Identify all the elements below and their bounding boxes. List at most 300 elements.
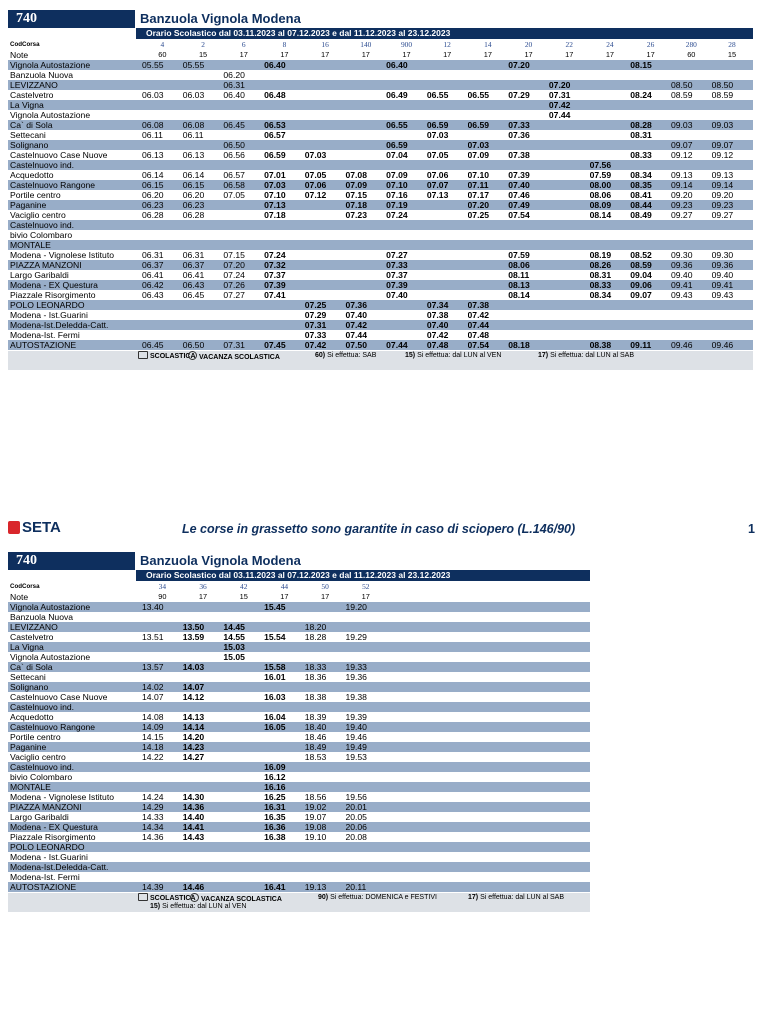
legend-text: Si effettua: dal LUN al SAB (550, 352, 634, 359)
departure-time (671, 110, 712, 120)
departure-time (223, 772, 264, 782)
timetable-morning (8, 10, 753, 370)
stop-name: Modena-Ist. Fermi (10, 330, 80, 340)
departure-time (305, 230, 346, 240)
departure-time (183, 672, 224, 682)
departure-time: 06.31 (142, 250, 164, 260)
codcorsa-cell: 4 (160, 40, 165, 49)
departure-time: 06.40 (264, 60, 305, 70)
departure-time (712, 330, 753, 340)
departure-time (264, 752, 305, 762)
legend-code: 60) (315, 352, 326, 359)
stop-name: Modena - Vignolese Istituto (10, 250, 114, 260)
departure-time (468, 130, 509, 140)
stop-row-castelnuovo-ind (8, 762, 590, 772)
departure-time (264, 742, 305, 752)
departure-time: 07.03 (426, 130, 449, 140)
stop-row-autostazione (8, 340, 753, 350)
departure-time: 06.37 (183, 260, 224, 270)
departure-time (427, 240, 468, 250)
stop-row-polo-leonardo (8, 300, 753, 310)
departure-time: 08.09 (590, 200, 631, 210)
departure-time (183, 772, 224, 782)
stop-row-la-vigna (8, 642, 590, 652)
codcorsa-cell: 42 (240, 582, 248, 591)
stop-name: LEVIZZANO (8, 622, 142, 632)
stop-name: Solignano (8, 682, 142, 692)
schedule-table (8, 40, 753, 350)
departure-time (590, 110, 631, 120)
codcorsa-cell: 50 (321, 582, 329, 591)
stop-name: Castelnuovo ind. (8, 160, 142, 170)
departure-time (468, 160, 509, 170)
stop-row-piazzale-risorgimento (8, 832, 590, 842)
stop-row-banzuola-nuova (8, 70, 753, 80)
codcorsa-cell: 900 (400, 40, 413, 49)
stop-name: Settecani (10, 130, 46, 140)
departure-time: 09.04 (630, 270, 652, 280)
departure-time (549, 160, 590, 170)
filler-cell (386, 672, 590, 682)
departure-time (305, 120, 346, 130)
departure-time: 06.41 (182, 270, 205, 280)
filler-cell (386, 872, 590, 882)
stop-name: Vaciglio centro (10, 210, 66, 220)
departure-time: 09.14 (671, 180, 712, 190)
departure-time (183, 220, 224, 230)
departure-time (468, 250, 509, 260)
departure-time (223, 130, 264, 140)
departure-time: 13.40 (142, 602, 183, 612)
departure-time: 09.12 (670, 150, 693, 160)
departure-time: 07.20 (223, 260, 264, 270)
departure-time: 06.55 (426, 90, 449, 100)
departure-time (305, 160, 346, 170)
departure-time: 07.31 (305, 320, 346, 330)
departure-time: 16.04 (264, 712, 286, 722)
departure-time: 07.31 (223, 340, 264, 350)
departure-time (508, 330, 549, 340)
departure-time: 14.14 (183, 722, 224, 732)
stop-name: PIAZZA MANZONI (8, 802, 142, 812)
departure-time (712, 60, 753, 70)
departure-time (671, 70, 712, 80)
stop-name: Castelvetro (10, 90, 54, 100)
departure-time (427, 100, 468, 110)
departure-time (345, 762, 386, 772)
departure-time (264, 230, 305, 240)
filler-cell (386, 842, 590, 852)
departure-time: 07.24 (223, 270, 245, 280)
departure-time (427, 110, 468, 120)
stop-row-acquedotto (8, 712, 590, 722)
filler-cell (386, 622, 590, 632)
departure-time (386, 220, 427, 230)
departure-time (264, 842, 305, 852)
departure-time (264, 100, 305, 110)
departure-time (345, 110, 386, 120)
departure-time (264, 320, 305, 330)
departure-time: 07.40 (427, 320, 468, 330)
departure-time: 07.06 (426, 170, 449, 180)
departure-time (549, 70, 590, 80)
table-header (8, 552, 590, 570)
departure-time: 07.56 (590, 160, 631, 170)
departure-time: 07.06 (305, 180, 346, 190)
stop-row-montale (8, 240, 753, 250)
departure-time (549, 180, 590, 190)
departure-time: 06.45 (182, 290, 205, 300)
departure-time (345, 250, 386, 260)
filler-cell (386, 772, 590, 782)
departure-time (549, 220, 590, 230)
departure-time (183, 612, 224, 622)
departure-time (223, 852, 264, 862)
legend-text: VACANZA SCOLASTICA (199, 354, 280, 361)
filler-cell (386, 682, 590, 692)
departure-time: 06.13 (142, 150, 164, 160)
departure-time: 07.42 (305, 340, 346, 350)
departure-time: 08.59 (670, 90, 693, 100)
book-icon (138, 893, 148, 901)
departure-time (549, 300, 590, 310)
departure-time (468, 60, 509, 70)
departure-time (345, 260, 386, 270)
stop-row-vignola-autostazione (8, 602, 590, 612)
departure-time (712, 70, 753, 80)
departure-time: 14.23 (183, 742, 224, 752)
departure-time (183, 230, 224, 240)
departure-time (305, 200, 346, 210)
departure-time (345, 682, 386, 692)
departure-time (223, 752, 264, 762)
departure-time: 07.38 (508, 150, 530, 160)
departure-time: 06.58 (223, 180, 264, 190)
note-cell: 60 (158, 50, 167, 59)
departure-time: 06.49 (386, 90, 408, 100)
departure-time (345, 642, 386, 652)
departure-time: 19.29 (345, 632, 367, 642)
departure-time (223, 300, 264, 310)
departure-time: 20.06 (345, 822, 386, 832)
departure-time: 14.34 (142, 822, 183, 832)
stop-row-modena-ex-questura (8, 822, 590, 832)
filler-cell (752, 90, 753, 100)
departure-time (223, 612, 264, 622)
departure-time (264, 862, 305, 872)
departure-time (630, 140, 671, 150)
departure-time (264, 80, 305, 90)
note-cell: 17 (483, 50, 492, 59)
departure-time (386, 100, 427, 110)
departure-time (468, 280, 509, 290)
departure-time: 16.35 (264, 812, 286, 822)
departure-time: 18.49 (305, 742, 346, 752)
departure-time (223, 732, 264, 742)
departure-time: 19.36 (345, 672, 367, 682)
departure-time: 18.36 (304, 672, 327, 682)
stop-name: MONTALE (8, 240, 142, 250)
departure-time (712, 100, 753, 110)
departure-time: 06.13 (182, 150, 205, 160)
stop-name: Modena - Ist.Guarini (10, 852, 88, 862)
departure-time: 09.46 (712, 340, 753, 350)
departure-time (305, 290, 346, 300)
departure-time: 07.25 (467, 210, 490, 220)
departure-time: 19.08 (305, 822, 346, 832)
departure-time (142, 140, 183, 150)
departure-time (508, 240, 549, 250)
departure-time (386, 80, 427, 90)
departure-time: 15.05 (223, 652, 245, 662)
departure-time: 19.33 (345, 662, 386, 672)
route-name: Banzuola Vignola Modena (140, 553, 301, 568)
note-cell: 17 (280, 592, 289, 601)
stop-name: Castelnuovo ind. (8, 762, 142, 772)
departure-time (671, 320, 712, 330)
legend-item (150, 902, 246, 911)
departure-time: 18.39 (304, 712, 327, 722)
filler-cell (752, 210, 753, 220)
codcorsa-cell: 34 (158, 582, 167, 591)
departure-time: 18.56 (304, 792, 327, 802)
note-cell: 15 (239, 592, 248, 601)
stop-row-piazza-manzoni (8, 260, 753, 270)
departure-time: 07.59 (589, 170, 612, 180)
stop-name: Paganine (8, 742, 142, 752)
departure-time: 19.49 (345, 742, 386, 752)
note-cell: 17 (402, 50, 411, 59)
departure-time (712, 220, 753, 230)
departure-time (264, 140, 305, 150)
stop-row-modena-vignolese-istituto (8, 250, 753, 260)
departure-time (468, 230, 509, 240)
departure-time (305, 682, 346, 692)
departure-time: 07.20 (549, 80, 590, 90)
departure-time: 14.07 (142, 692, 164, 702)
stop-row-piazzale-risorgimento (8, 290, 753, 300)
departure-time (305, 90, 346, 100)
departure-time: 09.07 (671, 140, 712, 150)
filler-cell (752, 170, 753, 180)
departure-time: 08.14 (589, 210, 612, 220)
page-number: 1 (748, 522, 755, 536)
departure-time: 07.39 (264, 280, 305, 290)
filler-cell (386, 702, 590, 712)
departure-time: 14.24 (142, 792, 164, 802)
departure-time (345, 70, 386, 80)
filler-cell (386, 782, 590, 792)
departure-time: 14.33 (142, 812, 164, 822)
stop-row-castelnuovo-ind (8, 160, 753, 170)
departure-time: 20.08 (345, 832, 367, 842)
departure-time: 09.43 (670, 290, 693, 300)
stop-name: Piazzale Risorgimento (10, 290, 96, 300)
departure-time: 05.55 (142, 60, 183, 70)
departure-time (386, 300, 427, 310)
departure-time: 16.31 (264, 802, 305, 812)
departure-time (508, 70, 549, 80)
departure-time (386, 70, 427, 80)
stop-row-paganine (8, 742, 590, 752)
stop-name: Castelnuovo Case Nuove (10, 692, 108, 702)
departure-time (223, 240, 264, 250)
departure-time (264, 240, 305, 250)
departure-time: 06.11 (142, 130, 163, 140)
filler-cell (752, 340, 753, 350)
departure-time: 07.39 (386, 280, 427, 290)
departure-time (671, 300, 712, 310)
departure-time (183, 160, 224, 170)
departure-time (549, 210, 590, 220)
note-cell: 17 (524, 50, 533, 59)
departure-time (183, 70, 224, 80)
departure-time: 07.29 (508, 90, 530, 100)
departure-time (305, 852, 346, 862)
departure-time: 16.12 (264, 772, 286, 782)
departure-time (223, 100, 264, 110)
legend-code: 17) (538, 352, 549, 359)
departure-time: 19.56 (345, 792, 367, 802)
stop-name: Modena-Ist.Deledda-Catt. (8, 320, 142, 330)
departure-time (345, 852, 386, 862)
departure-time (345, 100, 386, 110)
filler-cell (386, 812, 590, 822)
stop-row-solignano (8, 140, 753, 150)
note-cell: 17 (565, 50, 574, 59)
departure-time: 08.52 (630, 250, 652, 260)
stop-name: Portile centro (10, 732, 61, 742)
filler-cell (752, 250, 753, 260)
departure-time (549, 310, 590, 320)
departure-time (305, 602, 346, 612)
departure-time (468, 260, 509, 270)
stop-name: bivio Colombaro (10, 230, 73, 240)
departure-time (345, 872, 386, 882)
departure-time (549, 60, 590, 70)
departure-time: 09.27 (670, 210, 693, 220)
departure-time: 06.45 (142, 340, 183, 350)
departure-time: 13.51 (142, 632, 164, 642)
departure-time: 07.31 (548, 90, 571, 100)
codcorsa-cell: 28 (728, 40, 736, 49)
legend-text: Si effettua: dal LUN al SAB (480, 894, 564, 901)
departure-time: 19.13 (305, 882, 346, 892)
departure-time (142, 110, 183, 120)
filler-cell (752, 240, 753, 250)
legend-item (538, 351, 634, 360)
departure-time (671, 220, 712, 230)
departure-time: 14.07 (183, 682, 224, 692)
departure-time: 08.19 (589, 250, 612, 260)
departure-time (223, 712, 264, 722)
departure-time: 07.15 (345, 190, 367, 200)
departure-time (142, 652, 183, 662)
departure-time (264, 612, 305, 622)
note-row (8, 592, 590, 602)
departure-time (345, 160, 386, 170)
departure-time (671, 130, 712, 140)
departure-time: 14.22 (142, 752, 164, 762)
departure-time: 07.24 (386, 210, 408, 220)
filler-cell (752, 200, 753, 210)
departure-time (630, 80, 671, 90)
departure-time: 06.48 (264, 90, 286, 100)
stop-row-modena-vignolese-istituto (8, 792, 590, 802)
departure-time: 07.12 (304, 190, 327, 200)
stop-row-settecani (8, 672, 590, 682)
departure-time: 06.59 (427, 120, 468, 130)
departure-time: 08.50 (712, 80, 753, 90)
departure-time: 14.45 (223, 622, 264, 632)
departure-time: 14.29 (142, 802, 183, 812)
filler-cell (752, 40, 753, 50)
departure-time (142, 842, 183, 852)
departure-time: 07.44 (468, 320, 509, 330)
codcorsa-cell: 6 (241, 40, 246, 49)
stop-row-modena-ist-guarini (8, 310, 753, 320)
departure-time: 08.28 (630, 120, 671, 130)
departure-time (305, 702, 346, 712)
stop-name: POLO LEONARDO (8, 300, 142, 310)
departure-time (305, 782, 346, 792)
departure-time: 08.59 (630, 260, 671, 270)
departure-time (183, 652, 224, 662)
departure-time: 14.27 (182, 752, 205, 762)
departure-time (590, 240, 631, 250)
departure-time (223, 832, 264, 842)
departure-time (508, 100, 549, 110)
departure-time (142, 100, 183, 110)
legend-text: Si effettua: dal LUN al VEN (417, 352, 502, 359)
departure-time: 06.03 (182, 90, 205, 100)
departure-time (183, 240, 224, 250)
departure-time (305, 70, 346, 80)
departure-time (590, 300, 631, 310)
departure-time: 07.11 (468, 180, 509, 190)
departure-time: 06.20 (182, 190, 205, 200)
filler-cell (386, 762, 590, 772)
stop-name: Ca` di Sola (8, 120, 142, 130)
departure-time (305, 210, 346, 220)
filler-cell (386, 802, 590, 812)
departure-time (590, 310, 631, 320)
departure-time: 18.20 (305, 622, 346, 632)
departure-time (183, 602, 224, 612)
departure-time: 06.31 (223, 80, 264, 90)
filler-cell (752, 100, 753, 110)
departure-time (508, 160, 549, 170)
departure-time: 14.55 (223, 632, 245, 642)
filler-cell (386, 852, 590, 862)
departure-time (508, 140, 549, 150)
filler-cell (752, 130, 753, 140)
departure-time: 07.34 (427, 300, 468, 310)
departure-time: 06.42 (142, 280, 183, 290)
departure-time (549, 130, 590, 140)
departure-time (427, 200, 468, 210)
departure-time (142, 160, 183, 170)
departure-time: 09.23 (712, 200, 753, 210)
departure-time (183, 310, 224, 320)
departure-time: 07.42 (426, 330, 449, 340)
codcorsa-cell: 280 (685, 40, 697, 49)
departure-time (345, 842, 386, 852)
departure-time (345, 290, 386, 300)
stop-row-vignola-autostazione (8, 60, 753, 70)
departure-time: 09.40 (711, 270, 734, 280)
departure-time: 07.17 (467, 190, 490, 200)
